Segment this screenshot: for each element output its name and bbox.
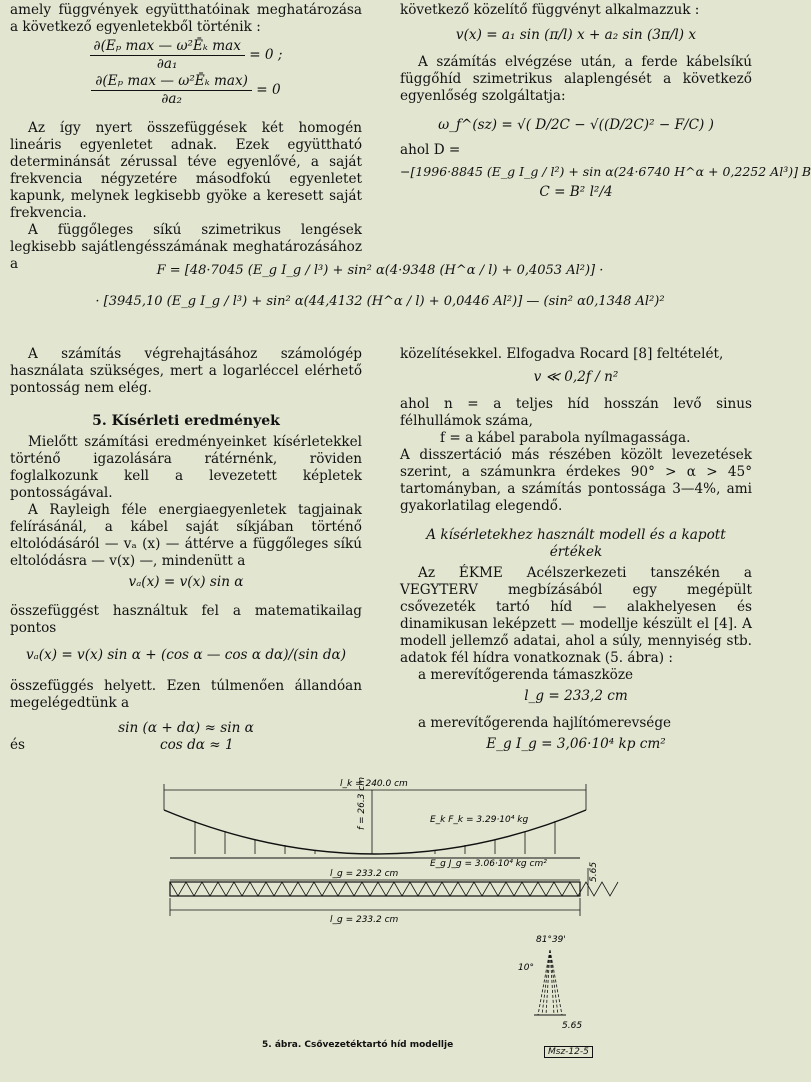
f-label: f = 26.3 cm <box>357 776 367 830</box>
es-label: és <box>10 737 26 753</box>
paragraph: A számítás végrehajtásához számológép használata szükséges, mert a logarléccel elérhető pontosság nem elég. <box>10 346 362 396</box>
equation-rocard: v ≪ 0,2f / n² <box>533 369 619 385</box>
equation-d: −[1996·8845 (E_g I_g / l²) + sin α(24·6740 H^α + 0,2252 Al³)] B <box>400 164 811 179</box>
paragraph: következő közelítő függvényt alkalmazzuk : <box>400 2 700 18</box>
h-label: 5.65 <box>589 861 599 882</box>
equation-f-line2: · [3945,10 (E_g I_g / l³) + sin² α(44,4132 (H^α / l) + 0,0446 Al²)] — (sin² α0,1348 Al²)² <box>95 294 665 309</box>
right-column-bottom <box>400 346 752 753</box>
lg-label-2: l_g = 233.2 cm <box>330 915 399 925</box>
equation-lg: l_g = 233,2 cm <box>524 688 628 704</box>
equation-c: C = B² l²/4 <box>539 184 613 200</box>
bridge-model-figure <box>150 770 610 1040</box>
equation-sin: sin (α + dα) ≈ sin α <box>118 720 254 736</box>
paragraph: összefüggés helyett. Ezen túlmenően állandóan megelégedtünk a <box>10 678 362 711</box>
subsection-heading: A kísérletekhez használt modell és a kapott értékek <box>426 527 726 560</box>
paragraph: A disszertáció más részében közölt levezetések szerint, a számunkra érdekes 90° > α > 45° tartományban, a számítás pontossága 3—4%, ami gyakorlatilag elegendő. <box>400 447 752 514</box>
section-heading: 5. Kísérleti eredmények <box>92 413 280 429</box>
paragraph: A függőleges síkú szimetrikus lengések legkisebb sajátlengésszámának meghatározásához a <box>10 222 362 272</box>
lk-label: l_k = 240.0 cm <box>340 779 408 789</box>
base-label: 5.65 <box>562 1021 583 1031</box>
paragraph: a merevítőgerenda támaszköze <box>418 667 634 683</box>
equation-egig: E_g I_g = 3,06·10⁴ kp cm² <box>486 736 666 752</box>
figure-caption: 5. ábra. Csővezetéktartó híd modellje <box>262 1040 454 1050</box>
angle-left-label: 10° <box>518 963 534 973</box>
equation-cos-row <box>10 737 362 754</box>
equation-va: vₐ(x) = v(x) sin α <box>128 574 244 590</box>
paragraph: Mielőtt számítási eredményeinket kísérletekkel történő igazolására rátérnénk, röviden foglalkozunk kell a levezetett képletek pontosságával. <box>10 434 362 501</box>
paragraph: összefüggést használtuk fel a matematikailag pontos <box>10 603 362 636</box>
paragraph: közelítésekkel. Elfogadva Rocard [8] feltételét, <box>400 346 724 362</box>
plate-number: Msz-12-5 <box>544 1046 593 1058</box>
ahol-d: ahol D = <box>400 142 461 158</box>
equation-cos: cos dα ≈ 1 <box>160 737 234 753</box>
equation-exact: vₐ(x) = v(x) sin α + (cos α — cos α dα)/(sin dα) <box>25 647 347 663</box>
paragraph: amely függvények együtthatóinak meghatározása a következő egyenletekből történik : <box>10 2 362 35</box>
left-column-top <box>10 2 362 273</box>
equation-f-line1: F = [48·7045 (E_g I_g / l³) + sin² α(4·9348 (H^α / l) + 0,4053 Al²)] · <box>156 263 604 278</box>
paragraph: A Rayleigh féle energiaegyenletek tagjainak felírásánál, a kábel saját síkjában történő eltolódásáról — vₐ (x) — áttérve a függőleges síkú eltolódásra — v(x) —, mindenütt a <box>10 502 362 569</box>
ekfk-label: E_k F_k = 3.29·10⁴ kg <box>430 815 529 825</box>
paragraph: A számítás elvégzése után, a ferde kábelsíkú függőhíd szimetrikus alaplengését a következő egyenlőség szolgáltatja: <box>400 54 752 104</box>
egjg-label: E_g J_g = 3.06·10⁴ kg cm² <box>430 859 547 869</box>
paragraph: Az ÉKME Acélszerkezeti tanszékén a VEGYTERV megbízásából egy megépült csővezeték tartó híd — alakhelyesen és dinamikusan leképzett — modellje készült el [4]. A modell jellemző adatai, ahol a súly, mennyiség stb. adatok fél hídra vonatkoznak (5. ábra) : <box>400 565 752 666</box>
right-column-top <box>400 2 811 201</box>
equation-v: v(x) = a₁ sin (π/l) x + a₂ sin (3π/l) x <box>455 27 697 43</box>
full-equation <box>30 262 730 310</box>
left-column-bottom <box>10 346 362 754</box>
paragraph: Az így nyert összefüggések két homogén lineáris egyenletet adnak. Ezek együttható determinánsát zérussal téve egyenlővé, a saját frekvencia négyzetére másodfokú egyenletet kapunk, melynek legkisebb gyöke a keresett saját frekvencia. <box>10 120 362 221</box>
equation-partial-a2: $\frac{\text{∂(Eₚ max — ω²Ēₖ max)}}{\text{∂a₂}}$ = 0 <box>10 73 362 108</box>
paragraph: ahol n = a teljes híd hosszán levő sinus félhullámok száma, <box>400 396 752 429</box>
paragraph: f = a kábel parabola nyílmagassága. <box>440 430 691 446</box>
lg-label: l_g = 233.2 cm <box>330 869 399 879</box>
angle-label: 81°39' <box>536 935 566 945</box>
equation-omega: ω_f^(sz) = √( D/2C − √((D/2C)² − F/C) ) <box>438 117 714 133</box>
equation-partial-a1: $\frac{\text{∂(Eₚ max — ω²Ēₖ max}}{\text{∂a₁}}$ = 0 ; <box>10 38 362 73</box>
paragraph: a merevítőgerenda hajlítómerevsége <box>418 715 672 731</box>
